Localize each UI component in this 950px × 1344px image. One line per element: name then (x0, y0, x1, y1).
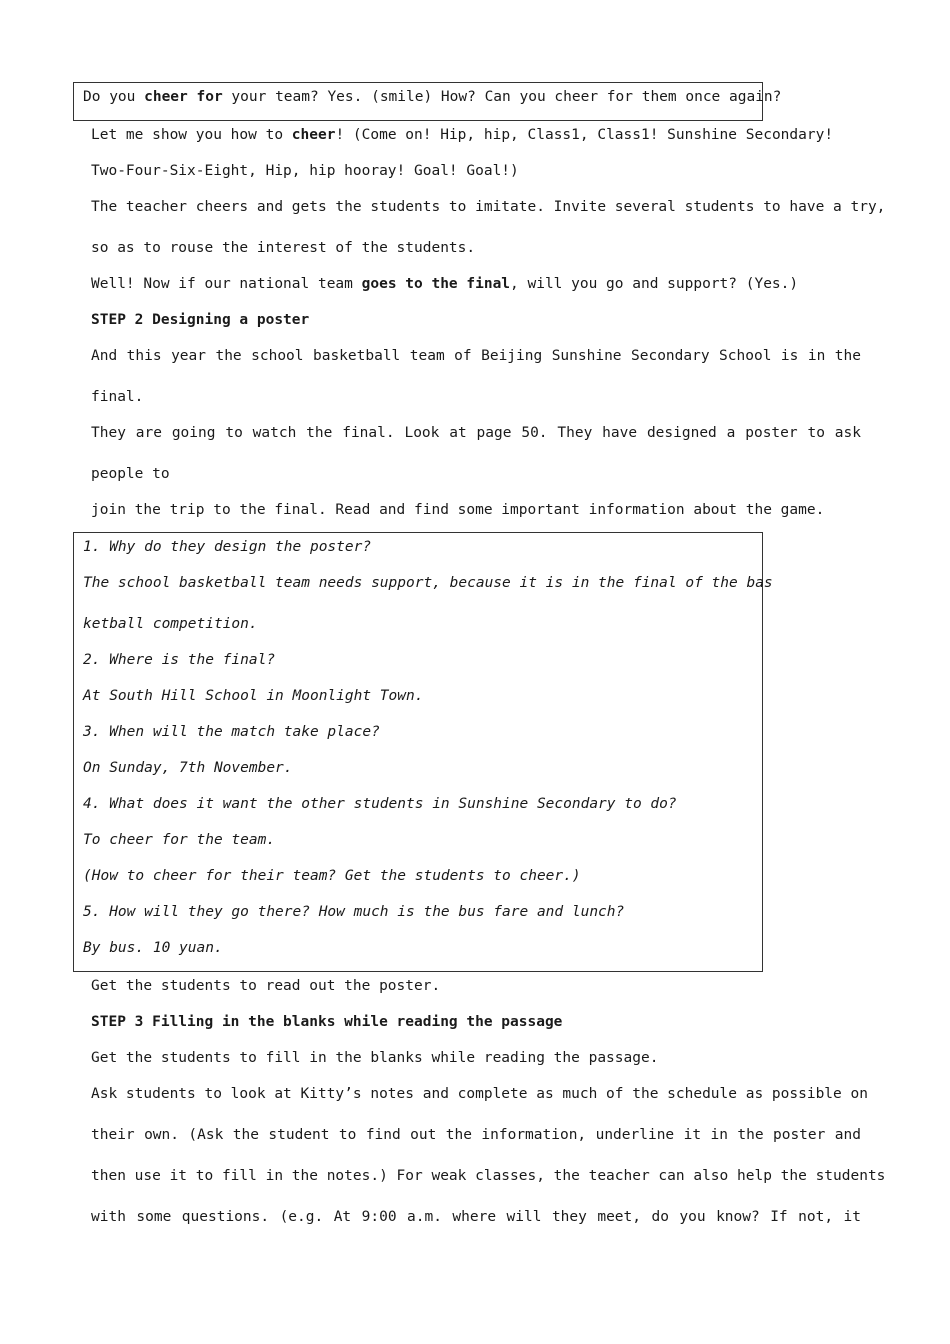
read-poster-line: Get the students to read out the poster. (91, 978, 441, 994)
bold-cheer: cheer (291, 127, 336, 143)
qa-answer-3: On Sunday, 7th November. (83, 760, 293, 776)
bold-cheer-for: cheer for (144, 89, 223, 105)
intro-question: Do you cheer for your team? Yes. (smile) How? Can you cheer for them once again? (83, 89, 782, 105)
cheer-demo-line: Let me show you how to cheer! (Come on! Hip, hip, Class1, Class1! Sunshine Secondary! (91, 127, 834, 143)
qa-question-1: 1. Why do they design the poster? (83, 539, 372, 555)
step3-line-2: Ask students to look at Kitty’s notes and complete as much of the schedule as possible on (91, 1086, 868, 1102)
step3-heading: STEP 3 Filling in the blanks while reading the passage (91, 1014, 563, 1030)
teacher-instruction-line: The teacher cheers and gets the students to imitate. Invite several students to have a try, (91, 199, 886, 215)
step2-line-1: And this year the school basketball team of Beijing Sunshine Secondary School is in the (91, 348, 861, 364)
qa-question-3: 3. When will the match take place? (83, 724, 380, 740)
step3-line-4: then use it to fill in the notes.) For weak classes, the teacher can also help the students (91, 1168, 886, 1184)
step3-line-3: their own. (Ask the student to find out the information, underline it in the poster and (91, 1127, 861, 1143)
bold-goes-to-final: goes to the final (361, 276, 511, 292)
national-team-line: Well! Now if our national team goes to the final, will you go and support? (Yes.) (91, 276, 799, 292)
qa-question-2: 2. Where is the final? (83, 652, 276, 668)
step2-line-2: final. (91, 389, 144, 405)
rouse-interest-line: so as to rouse the interest of the students. (91, 240, 476, 256)
qa-answer-1-line-2: ketball competition. (83, 616, 258, 632)
qa-answer-4: To cheer for the team. (83, 832, 276, 848)
step2-heading: STEP 2 Designing a poster (91, 312, 310, 328)
step2-line-3: They are going to watch the final. Look at page 50. They have designed a poster to ask (91, 425, 861, 441)
qa-answer-5: By bus. 10 yuan. (83, 940, 223, 956)
qa-answer-4-note: (How to cheer for their team? Get the students to cheer.) (83, 868, 581, 884)
step2-line-5: join the trip to the final. Read and find some important information about the game. (91, 502, 825, 518)
qa-answer-1-line-1: The school basketball team needs support, because it is in the final of the bas (83, 575, 773, 591)
step2-line-4: people to (91, 466, 170, 482)
qa-question-4: 4. What does it want the other students in Sunshine Secondary to do? (83, 796, 677, 812)
step3-line-1: Get the students to fill in the blanks while reading the passage. (91, 1050, 659, 1066)
step3-line-5: with some questions. (e.g. At 9:00 a.m. where will they meet, do you know? If not, it (91, 1209, 861, 1225)
cheer-chant-line: Two-Four-Six-Eight, Hip, hip hooray! Goal! Goal!) (91, 163, 519, 179)
qa-question-5: 5. How will they go there? How much is the bus fare and lunch? (83, 904, 625, 920)
qa-answer-2: At South Hill School in Moonlight Town. (83, 688, 424, 704)
